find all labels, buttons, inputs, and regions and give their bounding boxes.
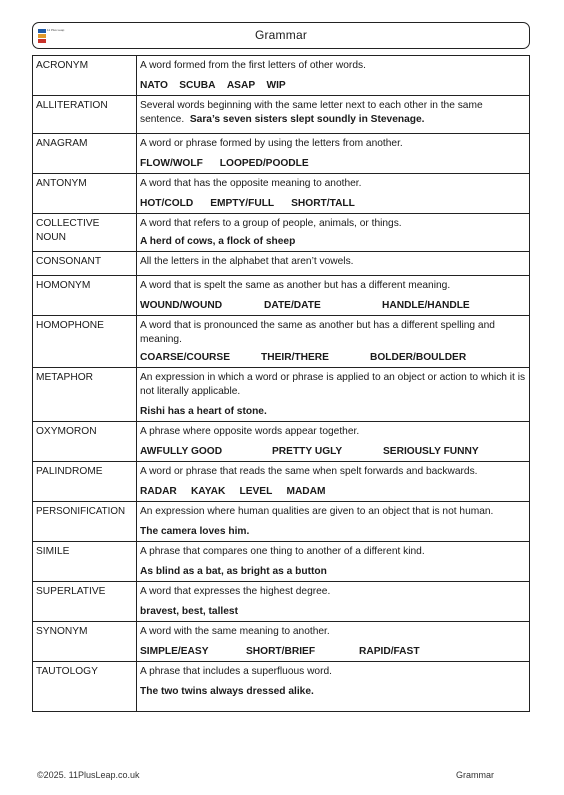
definition-text: An expression where human qualities are given to an object that is not human. (140, 506, 494, 517)
definition-cell (137, 214, 530, 252)
definition-text: A word that has the opposite meaning to another. (140, 178, 362, 189)
example: WIP (266, 80, 286, 91)
definition-text: An expression in which a word or phrase is applied to an object or action to which it is not literally applicable. (140, 372, 526, 397)
definition-text: Several words beginning with the same letter next to each other in the same sentence. (140, 100, 483, 125)
definition-text: A word that is pronounced the same as another but has a different spelling and meaning. (140, 320, 495, 345)
example: BOLDER/BOULDER (370, 352, 467, 363)
term-cell: HOMOPHONE (33, 316, 137, 368)
definition-cell (137, 96, 530, 134)
example: ASAP (226, 80, 256, 91)
example: As blind as a bat, as bright as a button (140, 566, 327, 577)
example: WOUND/WOUND (140, 300, 223, 311)
definition-text: A word with the same meaning to another. (140, 626, 330, 637)
example-line (140, 405, 526, 419)
example: SHORT/TALL (291, 198, 355, 209)
definition-cell (137, 316, 530, 368)
definition-cell (137, 542, 530, 582)
example-line (140, 605, 526, 619)
definition-cell (137, 662, 530, 712)
table-row (33, 582, 530, 622)
example: SCUBA (179, 80, 216, 91)
example-line (140, 565, 526, 579)
term-cell: ACRONYM (33, 56, 137, 96)
example: THEIR/THERE (261, 352, 329, 363)
example: RADAR (140, 486, 177, 497)
definition-cell (137, 622, 530, 662)
definition-text: A phrase where opposite words appear together. (140, 426, 360, 437)
example: LOOPED/POODLE (219, 158, 309, 169)
example: Sara’s seven sisters slept soundly in Stevenage. (189, 114, 425, 125)
table-row (33, 542, 530, 582)
definition-cell (137, 252, 530, 276)
definition-cell (137, 276, 530, 316)
example: MADAM (286, 486, 326, 497)
example: SERIOUSLY FUNNY (383, 446, 479, 457)
table-row (33, 252, 530, 276)
term-cell: SYNONYM (33, 622, 137, 662)
table-row (33, 174, 530, 214)
example-line (140, 157, 526, 171)
term-cell: SUPERLATIVE (33, 582, 137, 622)
definition-text: A word formed from the first letters of other words. (140, 60, 366, 71)
table-row (33, 422, 530, 462)
example: RAPID/FAST (359, 646, 420, 657)
example: NATO (140, 80, 168, 91)
definition-cell (137, 502, 530, 542)
example-line (140, 79, 526, 93)
term-cell: PERSONIFICATION (33, 502, 137, 542)
example: AWFULLY GOOD (140, 446, 223, 457)
table-row (33, 316, 530, 368)
example: HANDLE/HANDLE (382, 300, 470, 311)
example: bravest, best, tallest (140, 606, 238, 617)
table-row (33, 214, 530, 252)
footer-label: Grammar (456, 770, 494, 780)
definition-text: A word or phrase that reads the same when spelt forwards and backwards. (140, 466, 478, 477)
term-cell: ANAGRAM (33, 134, 137, 174)
table-row (33, 368, 530, 422)
term-cell: ALLITERATION (33, 96, 137, 134)
table-row (33, 662, 530, 712)
definition-cell (137, 56, 530, 96)
term-cell: OXYMORON (33, 422, 137, 462)
definition-text: A phrase that includes a superfluous word. (140, 666, 332, 677)
example-line (140, 645, 526, 659)
table-row (33, 462, 530, 502)
definition-cell (137, 134, 530, 174)
page-title: Grammar (254, 28, 308, 42)
definition-text: All the letters in the alphabet that aren’t vowels. (140, 256, 354, 267)
definition-cell (137, 422, 530, 462)
example-line (140, 299, 526, 313)
footer-copyright: ©2025. 11PlusLeap.co.uk (37, 770, 140, 780)
example-line (140, 685, 526, 699)
example: KAYAK (190, 486, 226, 497)
table-row (33, 56, 530, 96)
glossary-table (32, 55, 530, 712)
definition-text: A word that refers to a group of people, animals, or things. (140, 218, 402, 229)
example: EMPTY/FULL (210, 198, 275, 209)
example: The two twins always dressed alike. (140, 686, 314, 697)
term-cell: COLLECTIVE NOUN (33, 214, 137, 252)
example: Rishi has a heart of stone. (140, 406, 267, 417)
logo-text: 11 Plus Leap (47, 28, 65, 32)
definition-cell (137, 368, 530, 422)
table-row (33, 96, 530, 134)
example: The camera loves him. (140, 526, 250, 537)
example-line (140, 525, 526, 539)
example-line (140, 351, 526, 365)
definition-text: A word that expresses the highest degree. (140, 586, 331, 597)
example: FLOW/WOLF (140, 158, 203, 169)
term-cell: SIMILE (33, 542, 137, 582)
example-line (140, 445, 526, 459)
term-cell: CONSONANT (33, 252, 137, 276)
term-cell: ANTONYM (33, 174, 137, 214)
example: DATE/DATE (264, 300, 321, 311)
definition-text: A phrase that compares one thing to another of a different kind. (140, 546, 425, 557)
term-cell: METAPHOR (33, 368, 137, 422)
example: HOT/COLD (140, 198, 194, 209)
definition-cell (137, 462, 530, 502)
definition-text: A word or phrase formed by using the letters from another. (140, 138, 403, 149)
table-row (33, 276, 530, 316)
definition-cell (137, 174, 530, 214)
term-cell: TAUTOLOGY (33, 662, 137, 712)
table-row (33, 622, 530, 662)
example-line (140, 197, 526, 211)
example: PRETTY UGLY (272, 446, 343, 457)
example: LEVEL (239, 486, 273, 497)
term-cell: HOMONYM (33, 276, 137, 316)
term-cell: PALINDROME (33, 462, 137, 502)
example: A herd of cows, a flock of sheep (140, 236, 296, 247)
example: COARSE/COURSE (140, 352, 231, 363)
example: SIMPLE/EASY (140, 646, 209, 657)
table-row (33, 134, 530, 174)
definition-text: A word that is spelt the same as another but has a different meaning. (140, 280, 451, 291)
definition-cell (137, 582, 530, 622)
example-line (140, 235, 526, 249)
example-line (140, 485, 526, 499)
table-row (33, 502, 530, 542)
example: SHORT/BRIEF (246, 646, 316, 657)
page-header (32, 22, 530, 49)
